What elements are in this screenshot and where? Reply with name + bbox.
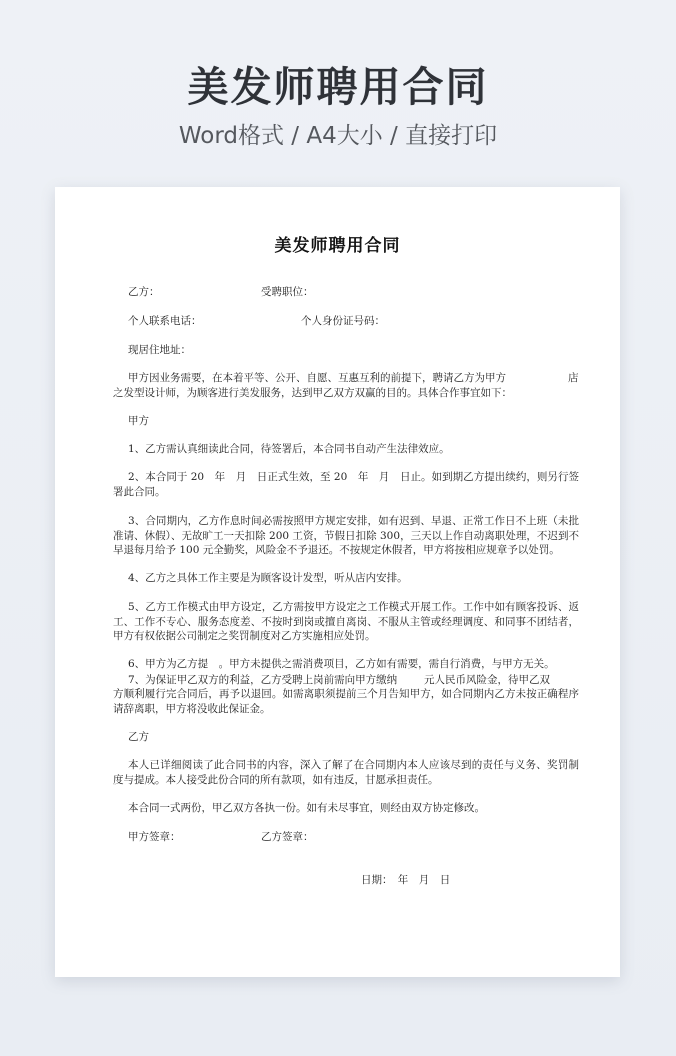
document-title: 美发师聘用合同 [274,236,401,256]
sign-party-a: 甲方签章： [128,831,181,843]
promo-subtitle: Word格式 / A4大小 / 直接打印 [178,123,498,149]
address-field: 现居住地址： [128,344,191,356]
promo-title: 美发师聘用合同 [187,63,489,111]
party-a-heading: 甲方 [128,415,149,427]
sign-party-b: 乙方签章： [261,831,314,843]
clause-7-start: 7、为保证甲乙双方的利益，乙方受聘上岗前需向甲方缴纳 [128,674,398,686]
clause-7-rest: 方顺利履行完合同后，再予以退回。如需离职须提前三个月告知甲方，如合同期内乙方未按正确程序请辞离职，甲方将没收此保证金。 [113,688,579,715]
party-b-field: 乙方： [128,286,160,298]
document-page [55,187,620,977]
id-number-field: 个人身份证号码： [301,315,385,327]
intro-line-1: 甲方因业务需要，在本着平等、公开、自愿、互惠互利的前提下，聘请乙方为甲方 [128,372,506,384]
copies-statement: 本合同一式两份，甲乙双方各执一份。如有未尽事宜，则经由双方协定修改。 [128,802,485,814]
clause-5: 5、乙方工作模式由甲方设定，乙方需按甲方设定之工作模式开展工作。工作中如有顾客投诉、返工、工作不专心、服务态度差、不按时到岗或擅自离岗、不服从主管或经理调度、和同事不团结者，甲方有权依据公司制定之奖罚制度对乙方实施相应处罚。 [113,601,579,642]
clause-4: 4、乙方之具体工作主要是为顾客设计发型，听从店内安排。 [128,572,408,584]
position-field: 受聘职位： [261,286,314,298]
clause-2: 2、本合同于 20 年 月 日正式生效，至 20 年 月 日止。如到期乙方提出续约，则另行签署此合同。 [113,471,579,498]
date-field: 日期： 年 月 日 [361,874,451,886]
phone-field: 个人联系电话： [128,315,202,327]
declaration: 本人已详细阅读了此合同书的内容，深入了解了在合同期内本人应该尽到的责任与义务、奖罚制度与提成。本人接受此份合同的所有款项，如有违反，甘愿承担责任。 [113,759,579,786]
intro-line-2: 之发型设计师，为顾客进行美发服务，达到甲乙双方双赢的目的。具体合作事宜如下： [113,387,512,399]
clause-3: 3、合同期内，乙方作息时间必需按照甲方规定安排，如有迟到、早退、正常工作日不上班（未批准请、休假）、无故旷工一天扣除 200 工资，节假日扣除 300，三天以上作自动离职处理，不迟到不早退每月给予 100 元全勤奖，风险金不予退还。不按规定休假者，甲方将按相应规章予以处罚。 [113,515,579,556]
party-b-heading: 乙方 [128,731,149,743]
clause-6: 6、甲方为乙方提 。甲方未提供之需消费项目，乙方如有需要，需自行消费，与甲方无关。 [128,658,555,670]
clause-7-amount: 元人民币风险金，待甲乙双 [424,674,550,686]
clause-1: 1、乙方需认真细读此合同，待签署后，本合同书自动产生法律效应。 [128,443,450,455]
intro-store: 店 [568,372,579,384]
